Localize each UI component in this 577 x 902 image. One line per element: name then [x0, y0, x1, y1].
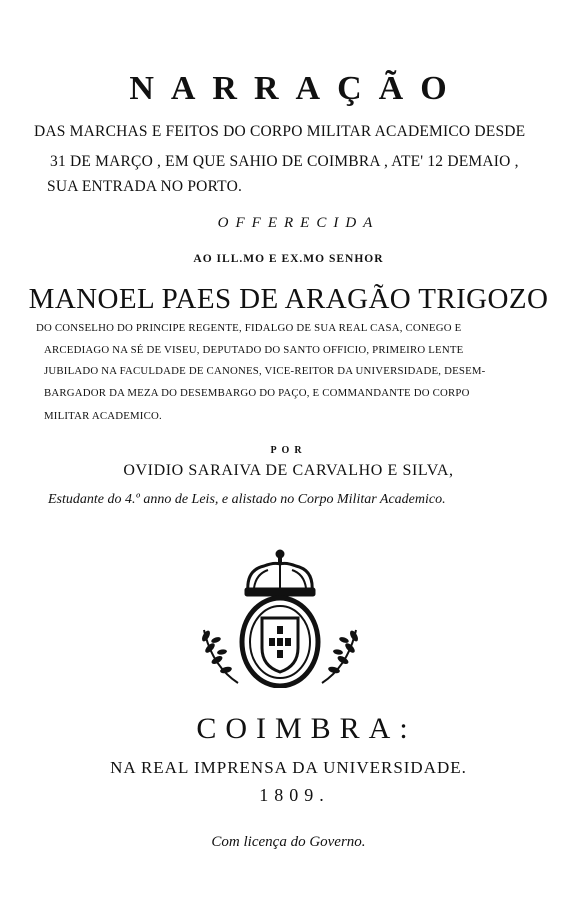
- shield-icon: [262, 618, 298, 672]
- laurel-branch-left-icon: [200, 629, 238, 683]
- dedication-line: AO ILL.MO E EX.MO SENHOR: [193, 253, 384, 265]
- imprint-city: COIMBRA:: [196, 712, 417, 745]
- royal-coat-of-arms-emblem: [190, 548, 370, 688]
- titles-line-4: BARGADOR DA MEZA DO DESEMBARGO DO PAÇO, E COMMANDANTE DO CORPO: [44, 387, 470, 399]
- subtitle-line-2: 31 DE MARÇO , EM QUE SAHIO DE COIMBRA , ATE' 12 DEMAIO ,: [50, 153, 519, 170]
- dedicatee-name: MANOEL PAES DE ARAGÃO TRIGOZO: [28, 283, 549, 315]
- subtitle-line-3: SUA ENTRADA NO PORTO.: [47, 178, 243, 195]
- imprint-year: 1809.: [259, 785, 330, 805]
- titles-line-1: DO CONSELHO DO PRINCIPE REGENTE, FIDALGO DE SUA REAL CASA, CONEGO E: [36, 322, 462, 334]
- by-label: POR: [270, 445, 307, 456]
- license-note: Com licença do Governo.: [211, 834, 366, 850]
- offered-label: OFFERECIDA: [217, 215, 380, 231]
- author-name: OVIDIO SARAIVA DE CARVALHO E SILVA,: [123, 462, 454, 479]
- titles-line-2: ARCEDIAGO NA SÉ DE VISEU, DEPUTADO DO SANTO OFFICIO, PRIMEIRO LENTE: [44, 344, 464, 356]
- author-note: Estudante do 4.º anno de Leis, e alistado no Corpo Militar Academico.: [48, 492, 446, 507]
- subtitle-line-1: DAS MARCHAS E FEITOS DO CORPO MILITAR ACADEMICO DESDE: [34, 123, 526, 140]
- titles-line-3: JUBILADO NA FACULDADE DE CANONES, VICE-REITOR DA UNIVERSIDADE, DESEM-: [44, 365, 486, 377]
- crown-icon: [245, 550, 315, 596]
- laurel-branch-right-icon: [322, 629, 360, 683]
- imprint-press: NA REAL IMPRENSA DA UNIVERSIDADE.: [110, 758, 467, 777]
- book-title: NARRAÇÃO: [129, 70, 464, 107]
- titles-line-5: MILITAR ACADEMICO.: [44, 410, 162, 422]
